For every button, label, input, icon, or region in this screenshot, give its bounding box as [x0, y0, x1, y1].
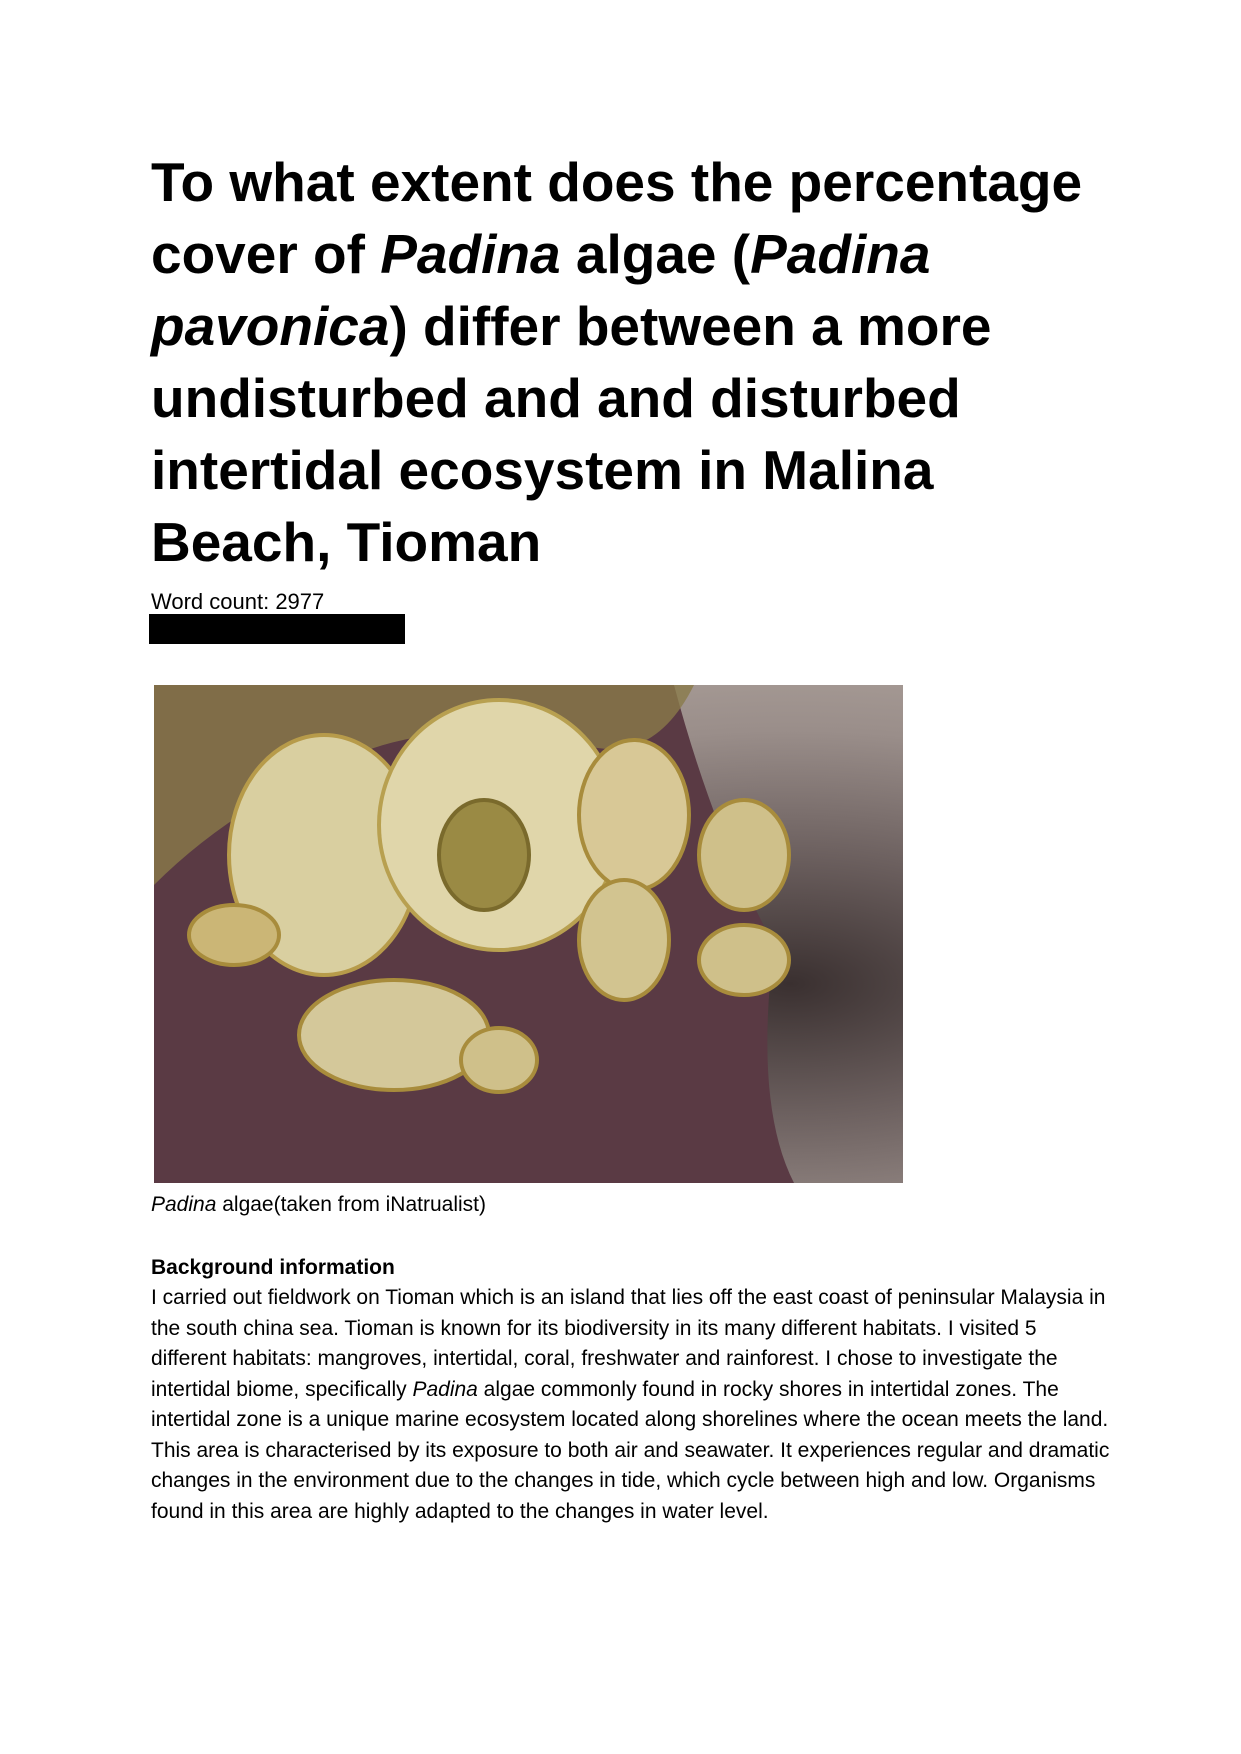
caption-genus: Padina — [151, 1193, 217, 1216]
paragraph-text: algae commonly found in rocky shores in intertidal zones. The intertidal zone is a unique marine ecosystem located along shorelines where the ocean meets the land. This area is characterised by its exposure to both air and seawater. It experiences regular and dramatic changes in the environment due to the changes in tide, which cycle between high and low. Organisms found in this area are highly adapted to the changes in water level. — [151, 1377, 1110, 1523]
redaction-bar — [149, 614, 405, 644]
title-species: Padina pavonica — [151, 223, 931, 357]
paragraph-genus: Padina — [412, 1377, 478, 1401]
document-title — [151, 146, 1111, 578]
padina-algae-photo — [154, 685, 903, 1183]
title-text: ) differ between a more undisturbed and and disturbed intertidal ecosystem in Malina Beach, Tioman — [151, 295, 992, 573]
title-text: algae ( — [560, 223, 751, 285]
title-text: To what extent does the percentage cover of — [151, 151, 1083, 285]
background-section — [151, 1253, 1111, 1527]
paragraph-text: I carried out fieldwork on Tioman which is an island that lies off the east coast of peninsular Malaysia in the south china sea. Tioman is known for its biodiversity in its many different habitats. I visited 5 different habitats: mangroves, intertidal, coral, freshwater and rainforest. I chose to investigate the intertidal biome, specifically — [151, 1286, 1106, 1401]
section-heading: Background information — [151, 1256, 395, 1279]
section-paragraph — [151, 1283, 1111, 1527]
title-genus: Padina — [380, 223, 561, 285]
figure-caption — [151, 1193, 486, 1217]
caption-text: algae(taken from iNatrualist) — [216, 1193, 486, 1216]
word-count: Word count: 2977 — [151, 589, 325, 614]
